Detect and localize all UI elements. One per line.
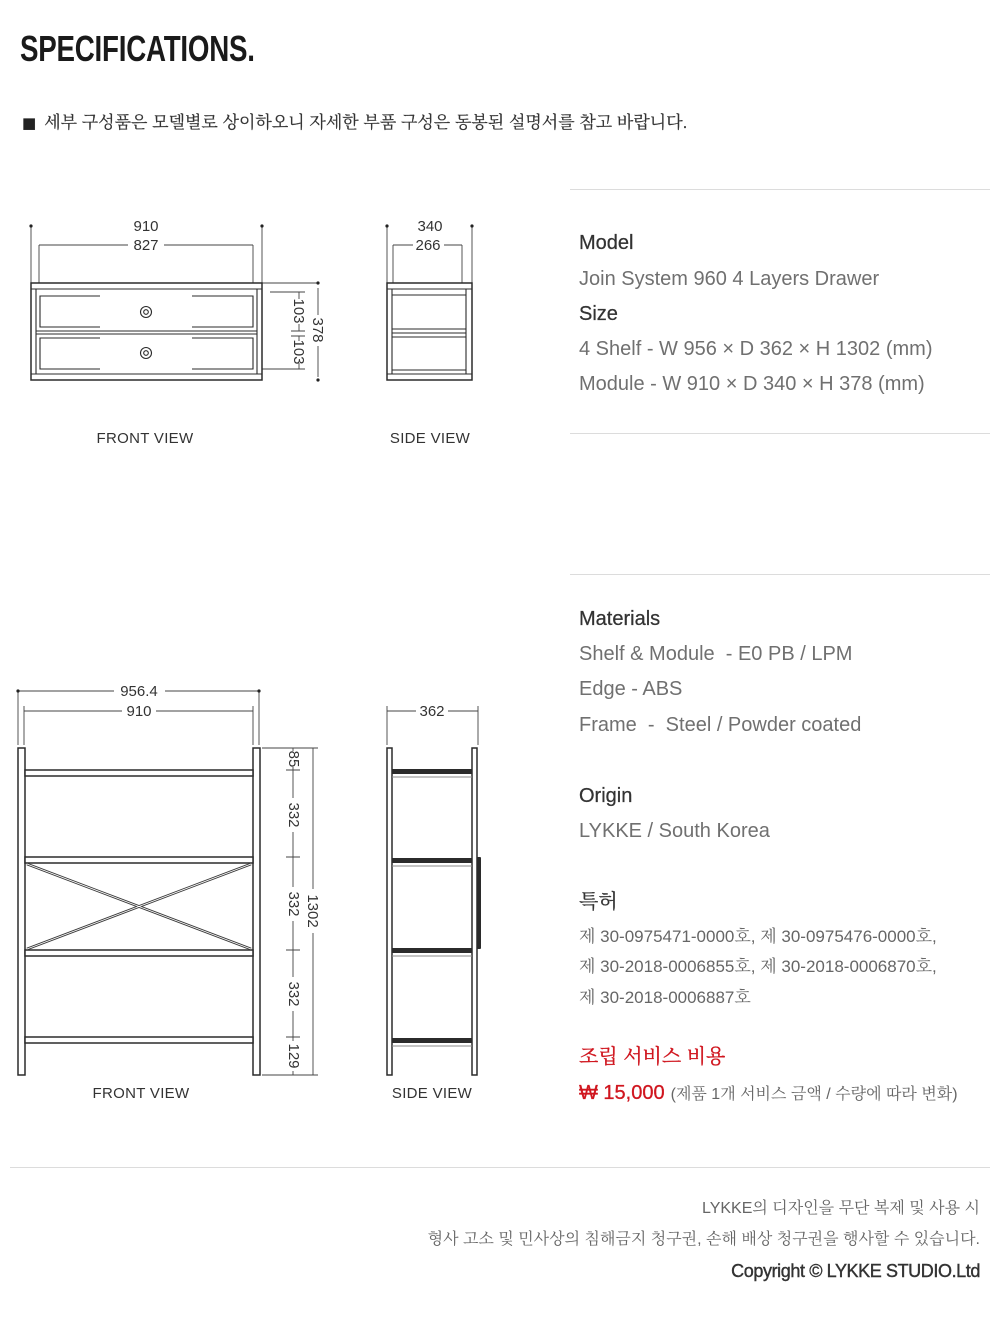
- footer-divider: [10, 1167, 990, 1168]
- module-front-view: [29, 218, 325, 447]
- shelf-board: [25, 1037, 253, 1043]
- shelf-side-view: [387, 703, 481, 1102]
- footer-copyright: Copyright © LYKKE STUDIO.Ltd: [731, 1261, 980, 1281]
- origin-heading: Origin: [579, 785, 633, 807]
- notice-text: 세부 구성품은 모델별로 상이하오니 자세한 부품 구성은 동봉된 설명서를 참고 바랍니다.: [44, 113, 688, 132]
- shelf-side-post-left: [387, 748, 392, 1075]
- patent-heading: 특허: [579, 891, 618, 913]
- divider: [570, 189, 990, 190]
- assembly-price: ₩ 15,000: [579, 1082, 665, 1104]
- shelf-side-board: [392, 948, 472, 953]
- materials-edge: Edge - ABS: [579, 678, 683, 700]
- shelf-front-view-label: FRONT VIEW: [92, 1085, 190, 1102]
- shelf-gap-bottom: 129: [284, 1043, 302, 1069]
- shelf-front-view: [16, 683, 320, 1102]
- module-front-height: 378: [308, 317, 326, 343]
- module-side-view: [385, 218, 473, 447]
- shelf-side-board: [392, 858, 472, 863]
- patent-line: 제 30-2018-0006887호: [579, 988, 751, 1007]
- divider: [570, 433, 990, 434]
- cross-brace-highlight: [27, 864, 251, 949]
- dimension-dot: [257, 689, 260, 692]
- module-front-width-outer: 910: [133, 218, 159, 235]
- size-heading: Size: [579, 303, 618, 325]
- shelf-board: [25, 770, 253, 776]
- dimension-dot: [260, 224, 263, 227]
- shelf-side-post-right: [472, 748, 477, 1075]
- dimension-dot: [29, 224, 32, 227]
- footer-notice-line: LYKKE의 디자인을 무단 복제 및 사용 시: [702, 1200, 980, 1217]
- dimension-dot: [316, 378, 319, 381]
- shelf-front-dimension-lines: [18, 691, 318, 1075]
- shelf-side-view-label: SIDE VIEW: [391, 1085, 473, 1102]
- shelf-gap: 332: [284, 981, 302, 1007]
- shelf-side-board: [392, 1038, 472, 1043]
- size-module: Module - W 910 × D 340 × H 378 (mm): [579, 373, 925, 395]
- footer-notice-line: 형사 고소 및 민사상의 침해금지 청구권, 손해 배상 청구권을 행사할 수 있습니다.: [427, 1231, 980, 1248]
- shelf-gap-top: 85: [284, 750, 302, 768]
- dimension-dot: [470, 224, 473, 227]
- shelf-board: [25, 857, 253, 863]
- assembly-price-line: [579, 1076, 958, 1111]
- shelf-side-depth: 362: [419, 703, 445, 720]
- dimension-dot: [385, 224, 388, 227]
- module-side-view-label: SIDE VIEW: [389, 430, 471, 447]
- assembly-price-note: (제품 1개 서비스 금액 / 수량에 따라 변화): [670, 1086, 958, 1103]
- model-heading: Model: [579, 232, 634, 254]
- page-title: SPECIFICATIONS.: [20, 28, 255, 69]
- dimension-dot: [316, 281, 319, 284]
- module-side-depth-inner: 266: [415, 237, 441, 254]
- model-value: Join System 960 4 Layers Drawer: [579, 268, 880, 290]
- patent-line: 제 30-2018-0006855호, 제 30-2018-0006870호,: [579, 957, 937, 976]
- shelf-side-brace: [477, 857, 481, 949]
- shelf-post-left: [18, 748, 25, 1075]
- materials-shelf-module: Shelf & Module - E0 PB / LPM: [579, 643, 853, 665]
- origin-value: LYKKE / South Korea: [579, 820, 770, 842]
- bullet-icon: ■: [22, 114, 37, 132]
- shelf-front-height: 1302: [303, 894, 321, 928]
- shelf-front-width-outer: 956.4: [120, 683, 158, 700]
- module-front-width-inner: 827: [133, 237, 159, 254]
- module-front-drawer-height-bottom: 103: [289, 339, 307, 365]
- dimension-dot: [16, 689, 19, 692]
- materials-frame: Frame - Steel / Powder coated: [579, 714, 862, 736]
- shelf-front-width-inner: 910: [126, 703, 152, 720]
- shelf-post-right: [253, 748, 260, 1075]
- shelf-side-board-edges: [392, 777, 472, 1046]
- module-front-view-label: FRONT VIEW: [96, 430, 194, 447]
- shelf-gap: 332: [284, 802, 302, 828]
- divider: [570, 574, 990, 575]
- patent-line: 제 30-0975471-0000호, 제 30-0975476-0000호,: [579, 927, 937, 946]
- shelf-gap: 332: [284, 891, 302, 917]
- module-front-drawer-height-top: 103: [289, 298, 307, 324]
- materials-heading: Materials: [579, 608, 661, 630]
- assembly-heading: 조립 서비스 비용: [579, 1046, 726, 1068]
- size-shelf: 4 Shelf - W 956 × D 362 × H 1302 (mm): [579, 338, 933, 360]
- shelf-side-board: [392, 769, 472, 774]
- shelf-board: [25, 950, 253, 956]
- module-side-body: [387, 283, 472, 380]
- module-side-depth-outer: 340: [417, 218, 443, 235]
